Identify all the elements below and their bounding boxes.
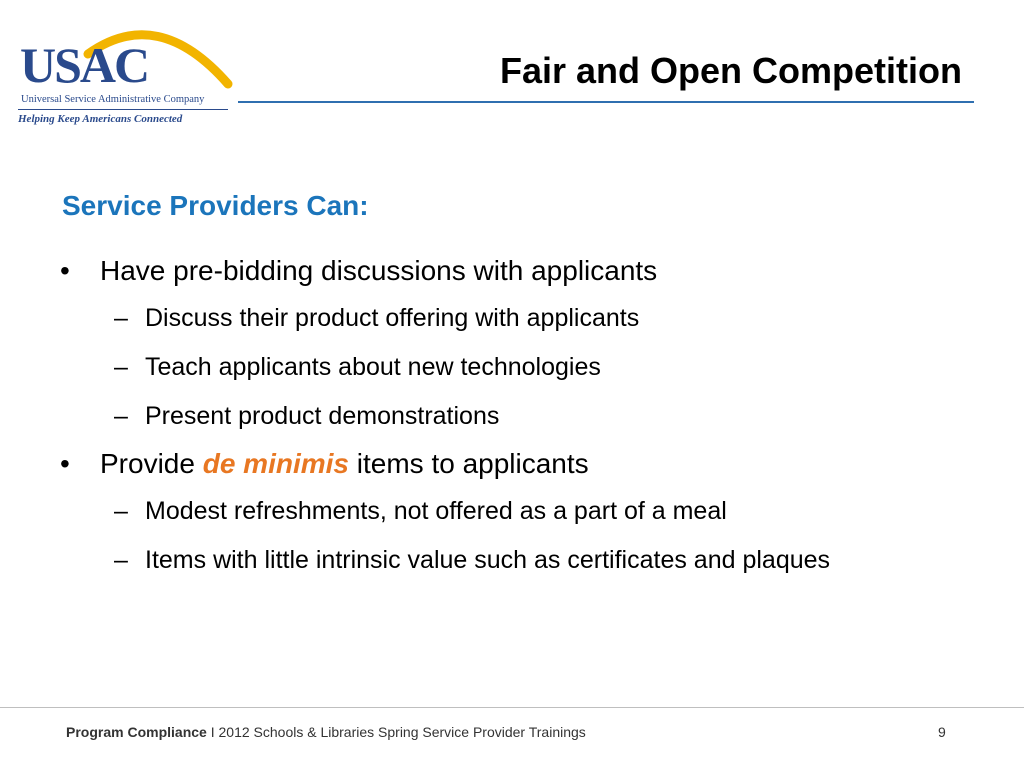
sub-bullet-text: Modest refreshments, not offered as a part of a meal bbox=[145, 497, 727, 525]
subheading: Service Providers Can: bbox=[62, 190, 369, 221]
sub-bullet-item bbox=[60, 540, 940, 580]
dash-icon: – bbox=[114, 402, 128, 430]
sub-bullet-text: Present product demonstrations bbox=[145, 402, 500, 430]
dash-icon: – bbox=[114, 497, 128, 525]
logo-wordmark: USAC bbox=[20, 37, 149, 93]
bullet-icon: • bbox=[60, 448, 70, 479]
bullet-list bbox=[60, 252, 940, 589]
logo-subtitle: Universal Service Administrative Company bbox=[21, 94, 205, 105]
slide-title: Fair and Open Competition bbox=[499, 50, 962, 91]
footer-program: Program Compliance bbox=[66, 724, 207, 740]
title-underline bbox=[238, 101, 974, 103]
bullet-item bbox=[60, 252, 940, 290]
bullet-item bbox=[60, 445, 940, 483]
footer bbox=[66, 724, 586, 740]
bullet-icon: • bbox=[60, 255, 70, 286]
bullet-text: Have pre-bidding discussions with applicants bbox=[100, 255, 658, 286]
page-number: 9 bbox=[938, 724, 946, 740]
emphasis-text: de minimis bbox=[202, 448, 349, 479]
logo-tagline: Helping Keep Americans Connected bbox=[18, 113, 183, 125]
dash-icon: – bbox=[114, 546, 128, 574]
sub-bullet-text: Discuss their product offering with applicants bbox=[145, 304, 640, 332]
sub-bullet-item bbox=[60, 396, 940, 436]
footer-divider bbox=[0, 707, 1024, 708]
bullet-text-suffix: items to applicants bbox=[348, 448, 589, 479]
footer-separator: I bbox=[206, 724, 219, 740]
sub-bullet-text: Teach applicants about new technologies bbox=[145, 353, 601, 381]
dash-icon: – bbox=[114, 353, 128, 381]
logo-divider bbox=[18, 109, 228, 110]
sub-bullet-item bbox=[60, 347, 940, 387]
sub-bullet-text: Items with little intrinsic value such as certificates and plaques bbox=[145, 546, 831, 574]
dash-icon: – bbox=[114, 304, 128, 332]
sub-bullet-item bbox=[60, 491, 940, 531]
bullet-text-prefix: Provide bbox=[100, 448, 203, 479]
footer-event: 2012 Schools & Libraries Spring Service Provider Trainings bbox=[218, 724, 586, 740]
sub-bullet-item bbox=[60, 298, 940, 338]
usac-logo bbox=[18, 14, 238, 124]
